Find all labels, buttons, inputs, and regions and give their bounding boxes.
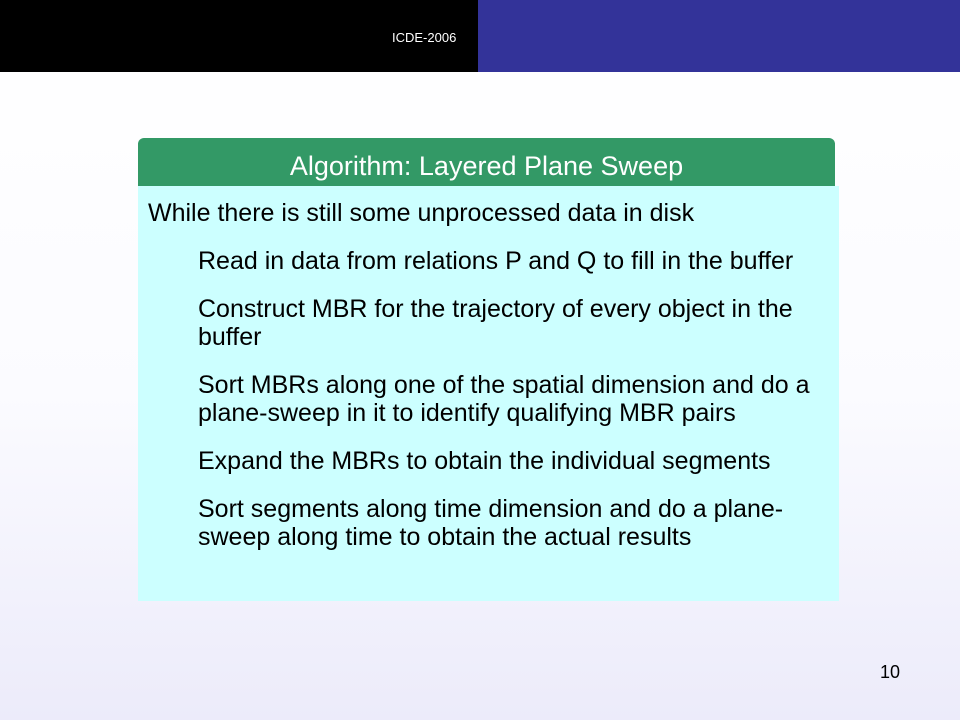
step-loop-condition: While there is still some unprocessed data in disk <box>148 199 695 227</box>
conference-label: ICDE-2006 <box>392 30 457 45</box>
step-sort-mbrs: Sort MBRs along one of the spatial dimension and do a plane-sweep in it to identify qualifying MBR pairs <box>198 371 810 427</box>
step-sort-segments: Sort segments along time dimension and do a plane-sweep along time to obtain the actual results <box>198 495 784 551</box>
page-number: 10 <box>880 662 901 682</box>
step-construct-mbr: Construct MBR for the trajectory of every object in the buffer <box>198 295 793 351</box>
algorithm-steps <box>148 199 828 571</box>
step-read-data: Read in data from relations P and Q to fill in the buffer <box>198 247 794 275</box>
header-bar-blue <box>478 0 960 72</box>
step-expand-mbrs: Expand the MBRs to obtain the individual segments <box>198 447 771 475</box>
slide-title: Algorithm: Layered Plane Sweep <box>138 138 835 186</box>
